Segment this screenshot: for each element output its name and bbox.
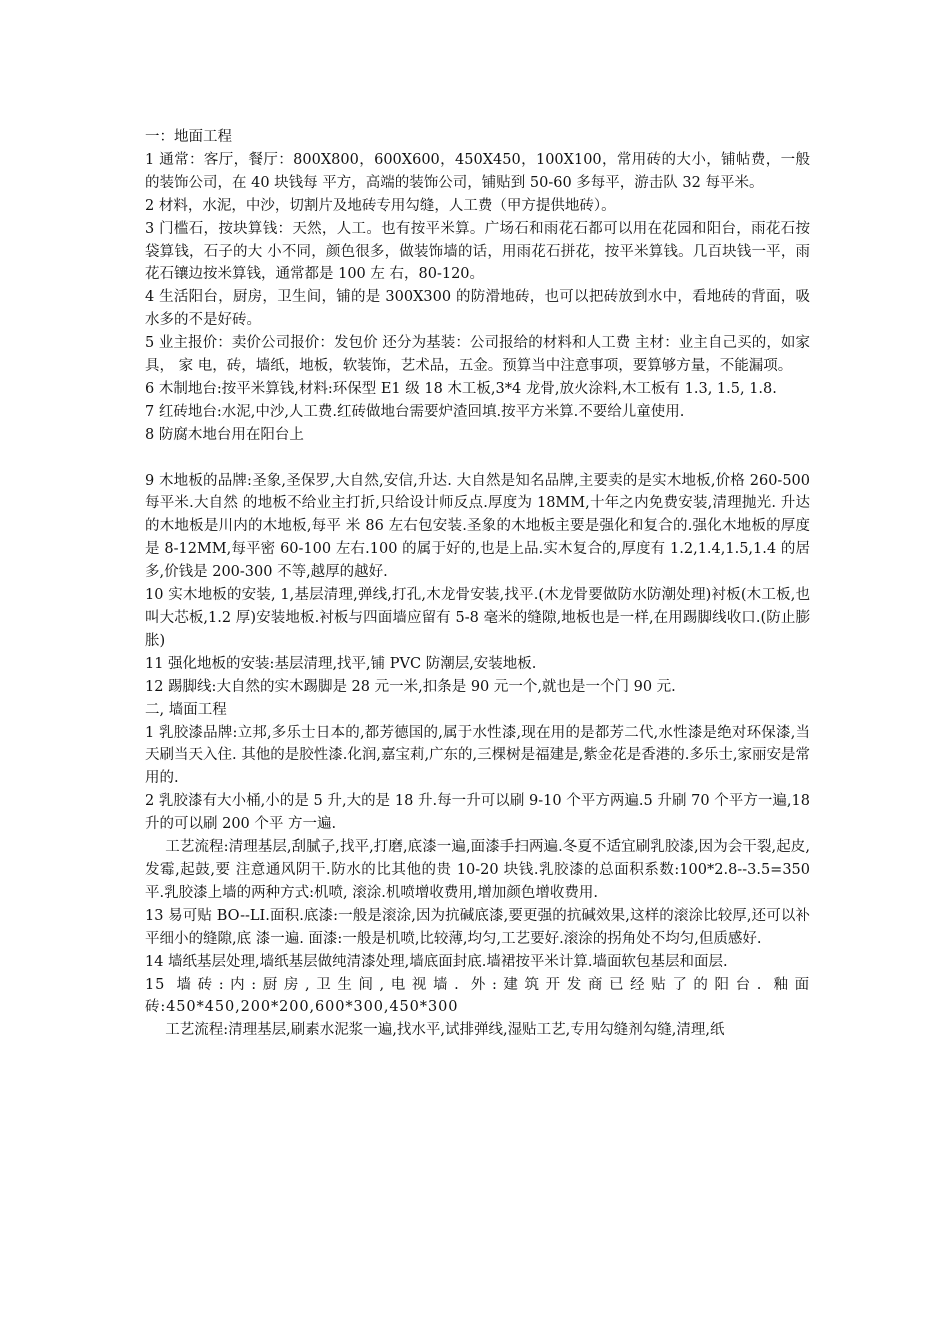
paragraph-13: 13 易可贴 BO--LI.面积.底漆:一般是滚涂,因为抗碱底漆,要更强的抗碱效果,这样的滚涂比较厚,还可以补平细小的缝隙,底 漆一遍. 面漆:一般是机喷,比较薄,均匀,工艺要好.滚涂的拐角处不均匀,但质感好. bbox=[145, 907, 810, 947]
paragraph-4: 4 生活阳台，厨房，卫生间，铺的是 300X300 的防滑地砖，也可以把砖放到水中，看地砖的背面，吸水多的不是好砖。 bbox=[145, 289, 810, 329]
section-heading-floor: 一：地面工程 bbox=[145, 129, 232, 145]
wall-paragraph-1: 1 乳胶漆品牌:立邦,多乐士日本的,都芳德国的,属于水性漆,现在用的是都芳二代,水性漆是绝对环保漆,当天刷当天入住. 其他的是胶性漆.化润,嘉宝莉,广东的,三棵树是福建是,紫金花是香港的.多乐士,家丽安是常用的. bbox=[145, 724, 810, 787]
paragraph-11: 11 强化地板的安装:基层清理,找平,铺 PVC 防潮层,安装地板. bbox=[145, 655, 537, 672]
wall-process-paragraph: 工艺流程:清理基层,刮腻子,找平,打磨,底漆一遍,面漆手扫两遍.冬夏不适宜刷乳胶漆,因为会干裂,起皮,发霉,起鼓,要 注意通风阴干.防水的比其他的贵 10-20 块钱.乳胶漆的总面积系数:100*2.8--3.5=350 平.乳胶漆上墙的两种方式:机喷, 滚涂.机喷增收费用,增加颜色增收费用. bbox=[145, 839, 810, 901]
paragraph-7: 7 红砖地台:水泥,中沙,人工费.红砖做地台需要炉渣回填.按平方米算.不要给儿童使用. bbox=[145, 403, 685, 420]
paragraph-15: 15 墙砖:内:厨房,卫生间,电视墙. 外:建筑开发商已经贴了的阳台. 釉面砖:450*450,200*200,600*300,450*300 bbox=[145, 976, 810, 1016]
section-heading-wall: 二, 墙面工程 bbox=[145, 701, 227, 718]
paragraph-14: 14 墙纸基层处理,墙纸基层做纯清漆处理,墙底面封底.墙裙按平米计算.墙面软包基层和面层. bbox=[145, 953, 728, 970]
blank-line bbox=[145, 447, 810, 470]
tile-process-paragraph: 工艺流程:清理基层,刷素水泥浆一遍,找水平,试排弹线,湿贴工艺,专用勾缝剂勾缝,清理,纸 bbox=[165, 1022, 725, 1039]
wall-paragraph-2: 2 乳胶漆有大小桶,小的是 5 升,大的是 18 升.每一升可以刷 9-10 个平方两遍.5 升刷 70 个平方一遍,18 升的可以刷 200 个平 方一遍. bbox=[145, 793, 810, 833]
paragraph-8: 8 防腐木地台用在阳台上 bbox=[145, 426, 304, 443]
paragraph-12: 12 踢脚线:大自然的实木踢脚是 28 元一米,扣条是 90 元一个,就也是一个门 90 元. bbox=[145, 678, 676, 695]
paragraph-10: 10 实木地板的安装, 1,基层清理,弹线,打孔,木龙骨安装,找平.(木龙骨要做防水防潮处理)衬板(木工板,也叫大芯板,1.2 厚)安装地板.衬板与四面墙应留有 5-8 毫米的缝隙,地板也是一样,在用踢脚线收口.(防止膨胀) bbox=[145, 587, 810, 649]
paragraph-1: 1 通常：客厅，餐厅：800X800，600X600，450X450，100X100，常用砖的大小，铺帖费，一般的装饰公司，在 40 块钱每 平方，高端的装饰公司，铺贴到 50-60 多每平，游击队 32 每平米。 bbox=[145, 151, 810, 191]
paragraph-9: 9 木地板的品牌:圣象,圣保罗,大自然,安信,升达. 大自然是知名品牌,主要卖的是实木地板,价格 260-500 每平米.大自然 的地板不给业主打折,只给设计师反点.厚度为 18MM,十年之内免费安装,清理抛光. 升达的木地板是川内的木地板,每平 米 86 左右包安装.圣象的木地板主要是强化和复合的.强化木地板的厚度是 8-12MM,每平密 60-100 左右.100 的属于好的,也是上品.实木复合的,厚度有 1.2,1.4,1.5,1.4 的居多,价钱是 200-300 不等,越厚的越好. bbox=[145, 472, 810, 581]
paragraph-6: 6 木制地台:按平米算钱,材料:环保型 E1 级 18 木工板,3*4 龙骨,放火涂料,木工板有 1.3, 1.5, 1.8. bbox=[145, 380, 777, 397]
paragraph-2: 2 材料，水泥，中沙，切割片及地砖专用勾缝，人工费（甲方提供地砖）。 bbox=[145, 197, 616, 214]
paragraph-5: 5 业主报价：卖价公司报价：发包价 还分为基装：公司报给的材料和人工费 主材：业主自己买的，如家具， 家 电，砖，墙纸，地板，软装饰，艺术品，五金。预算当中注意事项，要算够方量，不能漏项。 bbox=[145, 335, 810, 375]
document-body bbox=[145, 126, 810, 1042]
paragraph-3: 3 门槛石，按块算钱：天然，人工。也有按平米算。广场石和雨花石都可以用在花园和阳台，雨花石按袋算钱，石子的大 小不同，颜色很多，做装饰墙的话，用雨花石拼花，按平米算钱。几百块钱一平，雨花石镶边按米算钱，通常都是 100 左 右，80-120。 bbox=[145, 220, 810, 283]
